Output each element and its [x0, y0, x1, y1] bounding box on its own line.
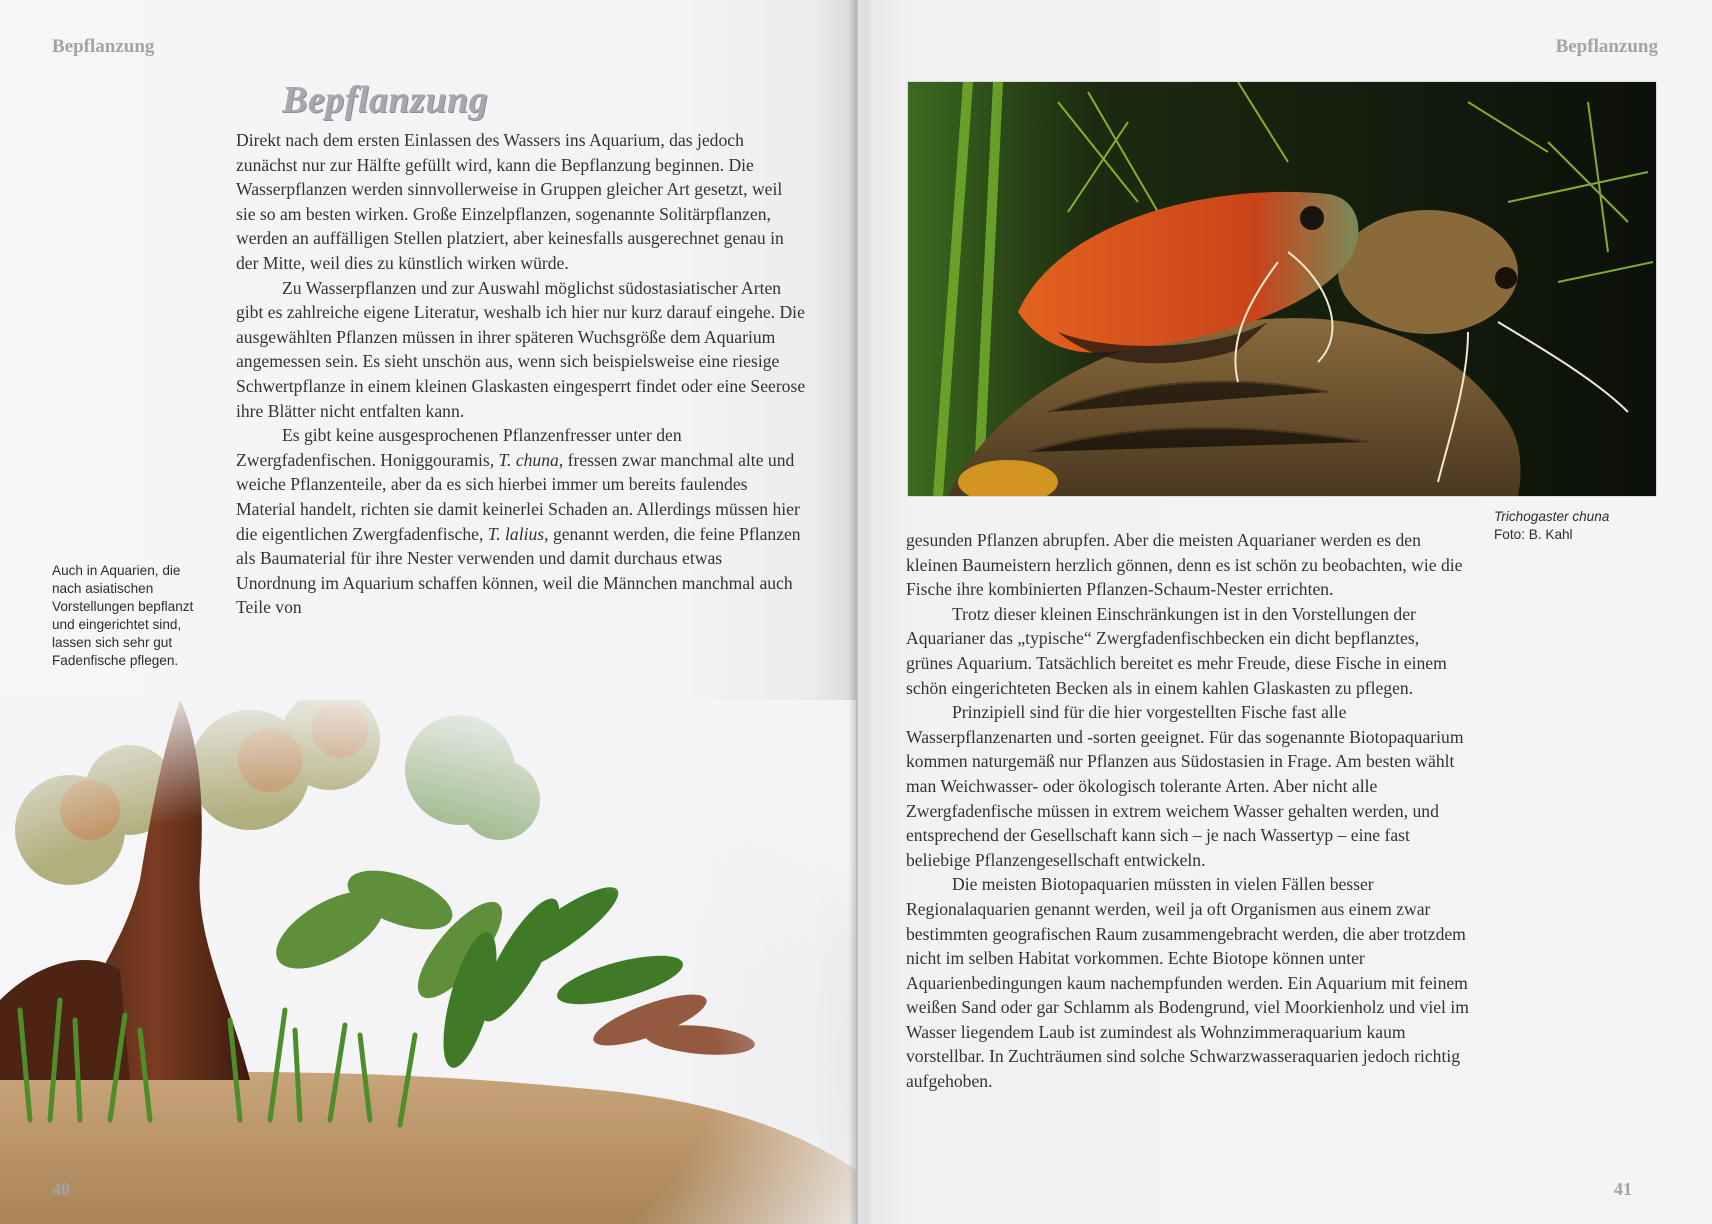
book-gutter — [848, 0, 866, 1224]
page-number-right: 41 — [1614, 1179, 1632, 1199]
text-run: Zu Wasserpflanzen und zur Auswahl möglichst südostasiatischer Arten gibt es zahlreiche eigene Literatur, weshalb ich hier nur kurz darauf eingehe. Die ausgewählten Pflanzen müssen in ihrer späteren Wuchsgröße dem Aquarium angemessen sein. Es sieht unschön aus, wenn sich beispielsweise eine riesige Schwertpflanze in einem kleinen Glaskasten eingesperrt findet oder eine Seerose ihre Blätter nicht entfalten kann. — [236, 277, 806, 421]
paragraph — [906, 602, 1470, 700]
text-run: , fressen zwar manchmal alte und weiche Pflanzenteile, aber da es sich hierbei immer um bereits faulendes Material handelt, richten sie damit keinerlei Schaden an. Allerdings müssen hier die eigentlichen Zwergfadenfische, — [236, 449, 800, 544]
running-head-right: Bepflanzung — [1555, 36, 1658, 57]
text-run: Es gibt keine ausgesprochenen Pflanzenfresser unter den Zwergfadenfischen. Honiggouramis, — [236, 425, 682, 470]
paragraph — [906, 700, 1470, 872]
species-name: T. chuna — [498, 449, 559, 470]
text-run: , genannt werden, die feine Pflanzen als Baumaterial für ihre Nester verwenden und damit durchaus etwas Unordnung im Aquarium schaffen können, weil die Männchen manchmal auch Teile von — [236, 523, 801, 618]
photo-caption-credit: Foto: B. Kahl — [1494, 527, 1573, 542]
text-run: Trotz dieser kleinen Einschränkungen ist in den Vorstellungen der Aquarianer das „typische“ Zwergfadenfischbecken ein dicht bepflanztes, grünes Aquarium. Tatsächlich bereitet es mehr Freude, diese Fische in einem schön eingerichteten Becken als in einem kahlen Glaskasten zu pflegen. — [906, 603, 1447, 698]
right-page — [856, 0, 1712, 1224]
fish-photo — [908, 82, 1656, 496]
side-caption: Auch in Aquarien, die nach asiatischen Vorstellungen bepflanzt und eingerichtet sind, lassen sich sehr gut Fadenfische pflegen. — [52, 563, 194, 668]
paragraph — [236, 423, 806, 620]
page-number-left: 40 — [52, 1179, 70, 1199]
paragraph — [236, 276, 806, 424]
right-body-text — [906, 528, 1470, 1094]
paragraph — [236, 128, 806, 276]
text-run: Die meisten Biotopaquarien müssten in vielen Fällen besser Regionalaquarien genannt werden, weil ja oft Organismen aus einem zwar bestimmten geografischen Raum zusammengebracht werden, die aber trotzdem nicht im selben Habitat vorkommen. Echte Biotope können unter Aquarienbedingungen kaum nachempfunden werden. Ein Aquarium mit feinem weißen Sand oder gar Schlamm als Bodengrund, viel Moorkienholz und viel im Wasser liegendem Laub ist zumindest als Wohnzimmeraquarium kaum vorstellbar. In Zuchträumen sind solche Schwarzwasseraquarien jedoch richtig aufgehoben. — [906, 874, 1469, 1092]
species-name: T. lalius — [487, 523, 545, 544]
text-run: gesunden Pflanzen abrupfen. Aber die meisten Aquarianer werden es den kleinen Baumeistern herzlich gönnen, denn es ist schön zu beobachten, wie die Fische ihre kombinierten Pflanzen-Schaum-Nester errichten. — [906, 530, 1463, 600]
photo-caption — [1494, 508, 1694, 544]
text-run: Direkt nach dem ersten Einlassen des Wassers ins Aquarium, das jedoch zunächst nur zur Hälfte gefüllt wird, kann die Bepflanzung beginnen. Die Wasserpflanzen werden sinnvollerweise in Gruppen gleicher Art gesetzt, weil sie so am besten wirken. Große Einzelpflanzen, sogenannte Solitärpflanzen, werden an auffälligen Stellen platziert, aber keinesfalls ausgerechnet genau in der Mitte, weil dies zu künstlich wirken würde. — [236, 130, 784, 273]
chapter-title: Bepflanzung — [282, 79, 489, 121]
running-head-left: Bepflanzung — [52, 36, 155, 57]
aquascape-illustration — [0, 700, 856, 1224]
left-body-text — [236, 128, 806, 620]
paragraph — [906, 528, 1470, 602]
photo-caption-species: Trichogaster chuna — [1494, 509, 1610, 524]
paragraph — [906, 872, 1470, 1093]
text-run: Prinzipiell sind für die hier vorgestellten Fische fast alle Wasserpflanzenarten und -sorten geeignet. Für das sogenannte Biotopaquarium kommen naturgemäß nur Pflanzen aus Südostasien in Frage. Am besten wählt man Weichwasser- oder ökologisch tolerante Arten. Aber nicht alle Zwergfadenfische müssen in extrem weichem Wasser gehalten werden, und entsprechend der Gesellschaft kann sich – je nach Wassertyp – eine fast beliebige Pflanzengesellschaft entwickeln. — [906, 702, 1464, 870]
